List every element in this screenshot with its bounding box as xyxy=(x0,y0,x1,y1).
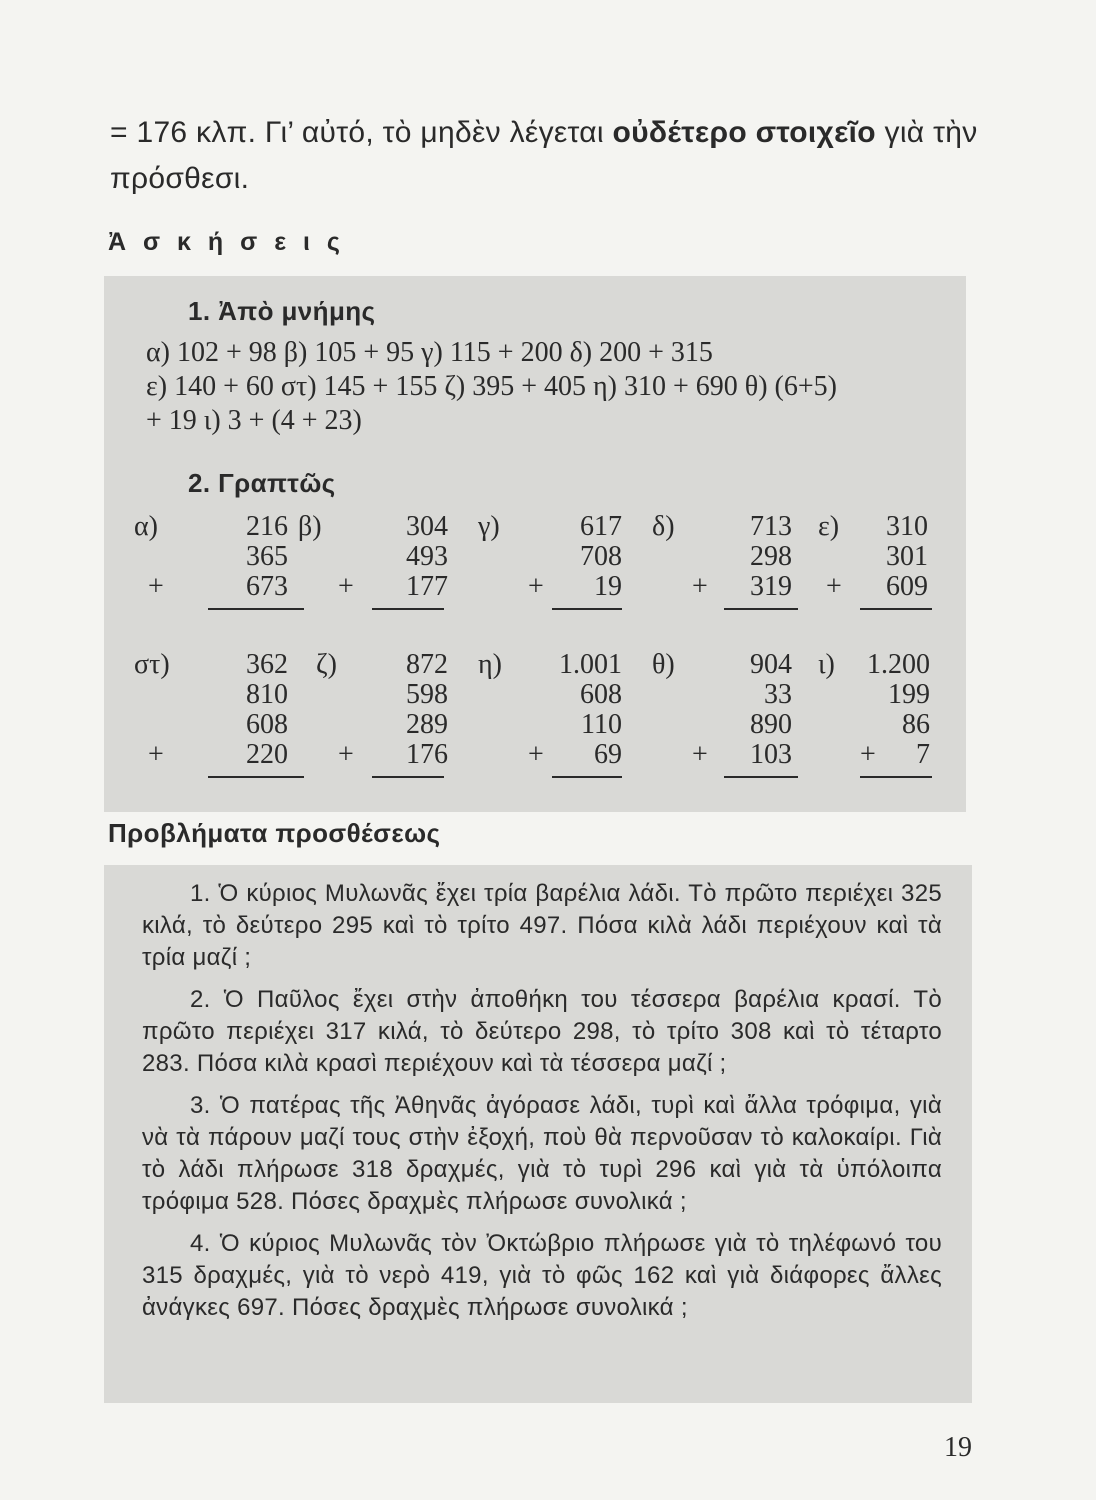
addend: 904 xyxy=(750,649,792,680)
problem-label: θ) xyxy=(652,649,675,680)
addend: 216 xyxy=(246,511,288,542)
problem-label: γ) xyxy=(478,511,500,542)
addend: 493 xyxy=(406,541,448,572)
intro-text-end: γιὰ τὴν πρόσθεσι. xyxy=(110,116,978,195)
sum-line xyxy=(372,776,444,778)
word-problems xyxy=(142,878,942,1334)
problem-label: ζ) xyxy=(316,649,337,680)
problem-label: ι) xyxy=(818,649,835,680)
addend: 319 xyxy=(750,571,792,602)
addend: 872 xyxy=(406,649,448,680)
addend: 617 xyxy=(580,511,622,542)
sum-line xyxy=(724,776,798,778)
sum-line xyxy=(208,608,304,610)
addend: 890 xyxy=(750,709,792,740)
intro-paragraph xyxy=(110,110,980,202)
word-problem: 1. Ὁ κύριος Μυλωνᾶς ἔχει τρία βαρέλια λάδι. Τὸ πρῶτο περιέχει 325 κιλά, τὸ δεύτερο 295 καὶ τὸ τρίτο 497. Πόσα κιλὰ λάδι περιέχουν καὶ τὰ τρία μαζί ; xyxy=(142,880,942,971)
addend: 220 xyxy=(246,739,288,770)
addend: 598 xyxy=(406,679,448,710)
sum-line xyxy=(372,608,444,610)
addend: 304 xyxy=(406,511,448,542)
sum-line xyxy=(860,776,932,778)
written-heading: 2. Γραπτῶς xyxy=(188,468,336,498)
addend-column xyxy=(886,512,928,602)
plus-sign: + xyxy=(860,739,876,770)
addend: 673 xyxy=(246,571,288,602)
addend: 69 xyxy=(594,739,622,770)
word-problem: 2. Ὁ Παῦλος ἔχει στὴν ἀποθήκη του τέσσερα βαρέλια κρασί. Τὸ πρῶτο περιέχει 317 κιλά, τὸ δεύτερο 298, τὸ τρίτο 308 καὶ τὸ τέταρτο 283. Πόσα κιλὰ κρασὶ περιέχουν καὶ τὰ τέσσερα μαζί ; xyxy=(142,986,942,1077)
word-problem: 3. Ὁ πατέρας τῆς Ἀθηνᾶς ἀγόρασε λάδι, τυρὶ καὶ ἄλλα τρόφιμα, γιὰ νὰ τὰ πάρουν μαζί τους στὴν ἐξοχή, ποὺ θὰ περνοῦσαν τὸ καλοκαίρι. Γιὰ τὸ λάδι πλήρωσε 318 δραχμές, γιὰ τὸ τυρὶ 296 καὶ γιὰ τὰ ὑπόλοιπα τρόφιμα 528. Πόσες δραχμὲς πλήρωσε συνολικά ; xyxy=(142,1092,942,1215)
addend: 708 xyxy=(580,541,622,572)
sum-line xyxy=(552,776,622,778)
problem-label: β) xyxy=(298,511,322,542)
addend: 103 xyxy=(750,739,792,770)
addend-column xyxy=(867,650,930,770)
addend: 33 xyxy=(764,679,792,710)
plus-sign: + xyxy=(148,571,164,602)
addend: 177 xyxy=(406,571,448,602)
addend: 199 xyxy=(888,679,930,710)
plus-sign: + xyxy=(692,571,708,602)
mental-line: ε) 140 + 60 στ) 145 + 155 ζ) 395 + 405 η) 310 + 690 θ) (6+5) xyxy=(146,371,837,402)
sum-line xyxy=(860,608,932,610)
plus-sign: + xyxy=(148,739,164,770)
addend: 86 xyxy=(902,709,930,740)
addend: 608 xyxy=(580,679,622,710)
plus-sign: + xyxy=(692,739,708,770)
word-problem: 4. Ὁ κύριος Μυλωνᾶς τὸν Ὀκτώβριο πλήρωσε γιὰ τὸ τηλέφωνό του 315 δραχμές, γιὰ τὸ νερὸ 419, γιὰ τὸ φῶς 162 καὶ γιὰ διάφορες ἄλλες ἀνάγκες 697. Πόσες δραχμὲς πλήρωσε συνολικά ; xyxy=(142,1230,942,1321)
addend-column xyxy=(750,512,792,602)
sum-line xyxy=(724,608,798,610)
plus-sign: + xyxy=(338,571,354,602)
problem-label: δ) xyxy=(652,511,675,542)
addend-column xyxy=(246,650,288,770)
plus-sign: + xyxy=(826,571,842,602)
addend: 1.200 xyxy=(867,649,930,680)
problem-label: α) xyxy=(134,511,158,542)
sum-line xyxy=(208,776,304,778)
mental-line: + 19 ι) 3 + (4 + 23) xyxy=(146,405,362,436)
addend: 1.001 xyxy=(559,649,622,680)
sum-line xyxy=(552,608,622,610)
addend-column xyxy=(246,512,288,602)
mental-exercises xyxy=(146,336,936,438)
mental-heading: 1. Ἀπὸ μνήμης xyxy=(188,296,376,326)
intro-text-start: = 176 κλπ. Γι’ αὐτό, τὸ μηδὲν λέγεται xyxy=(110,116,613,149)
plus-sign: + xyxy=(338,739,354,770)
exercises-heading: Ἀ σ κ ή σ ε ι ς xyxy=(108,228,345,256)
addend: 609 xyxy=(886,571,928,602)
addend: 310 xyxy=(886,511,928,542)
addend-column xyxy=(559,650,622,770)
addend-column xyxy=(406,512,448,602)
mental-line: α) 102 + 98 β) 105 + 95 γ) 115 + 200 δ) 200 + 315 xyxy=(146,337,713,368)
problems-heading: Προβλήματα προσθέσεως xyxy=(108,818,441,848)
addend: 110 xyxy=(581,709,622,740)
problem-label: στ) xyxy=(134,649,170,680)
addend: 7 xyxy=(916,739,930,770)
addend: 810 xyxy=(246,679,288,710)
page-number: 19 xyxy=(944,1432,972,1463)
addend: 365 xyxy=(246,541,288,572)
addend: 19 xyxy=(594,571,622,602)
intro-bold-term: οὐδέτερο στοιχεῖο xyxy=(612,116,876,149)
addend: 362 xyxy=(246,649,288,680)
addend: 289 xyxy=(406,709,448,740)
addend-column xyxy=(580,512,622,602)
problem-label: η) xyxy=(478,649,502,680)
addend-column xyxy=(406,650,448,770)
addend: 301 xyxy=(886,541,928,572)
plus-sign: + xyxy=(528,739,544,770)
plus-sign: + xyxy=(528,571,544,602)
addend-column xyxy=(750,650,792,770)
addend: 298 xyxy=(750,541,792,572)
addend: 713 xyxy=(750,511,792,542)
addend: 608 xyxy=(246,709,288,740)
problem-label: ε) xyxy=(818,511,840,542)
addend: 176 xyxy=(406,739,448,770)
